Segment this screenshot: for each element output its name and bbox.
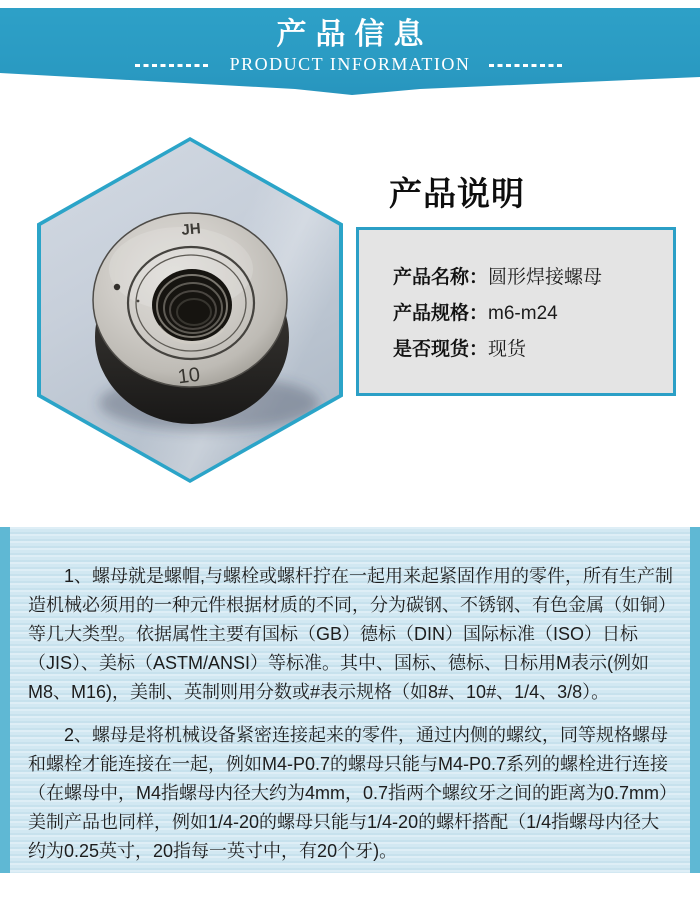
dashed-line-right xyxy=(489,64,565,67)
info-label-spec: 产品规格： xyxy=(393,303,489,324)
description-text xyxy=(10,527,690,880)
description-panel xyxy=(0,527,700,873)
weld-nut-photo xyxy=(41,141,339,479)
description-paragraph-2: 2、螺母是将机械设备紧密连接起来的零件，通过内侧的螺纹，同等规格螺母和螺栓才能连接在一起，例如M4-P0.7的螺母只能与M4-P0.7系列的螺栓进行连接（在螺母中，M4指螺母内径大约为4mm，0.7指两个螺纹牙之间的距离为0.7mm）美制产品也同样，例如1/4-20的螺母只能与1/4-20的螺杆搭配（1/4指螺母内径大约为0.25英寸，20指每一英寸中，有20个牙)。 xyxy=(28,725,669,861)
banner-title-row xyxy=(0,17,700,53)
left-accent-strip xyxy=(0,527,10,873)
info-value-stock: 现货 xyxy=(488,339,527,360)
section-title: 产品说明 xyxy=(389,175,525,212)
info-label-stock: 是否现货： xyxy=(393,339,489,360)
description-paragraph-1: 1、螺母就是螺帽,与螺栓或螺杆拧在一起用来起紧固作用的零件，所有生产制造机械必须用的一种元件根据材质的不同，分为碳钢、不锈钢、有色金属（如铜）等几大类型。依据属性主要有国标（GB）德标（DIN）国际标准（ISO）日标（JIS）、美标（ASTM/ANSI）等标准。其中、国标、德标、日标用M表示(例如M8、M16)，美制、英制则用分数或#表示规格（如8#、10#、1/4、3/8）。 xyxy=(28,566,674,702)
info-row-spec xyxy=(393,302,667,325)
dashed-line-left xyxy=(135,64,211,67)
banner-subtitle-row xyxy=(0,53,700,75)
info-row-stock xyxy=(393,338,667,361)
banner-title: 产品信息 xyxy=(276,18,433,51)
info-row-name xyxy=(393,266,667,289)
product-image-hexagon-frame xyxy=(37,137,343,483)
banner-subtitle: PRODUCT INFORMATION xyxy=(229,54,471,74)
product-info-box xyxy=(356,227,676,396)
nut-surface-speck xyxy=(137,300,140,303)
nut-stamp-top: JH xyxy=(180,220,202,239)
nut-surface-pit xyxy=(114,284,120,290)
nut-stamp-bottom: 10 xyxy=(176,363,202,389)
info-value-name: 圆形焊接螺母 xyxy=(488,267,603,288)
product-image-background xyxy=(41,141,339,479)
right-accent-strip xyxy=(690,527,700,873)
info-value-spec: m6-m24 xyxy=(488,303,558,324)
info-label-name: 产品名称： xyxy=(393,267,489,288)
